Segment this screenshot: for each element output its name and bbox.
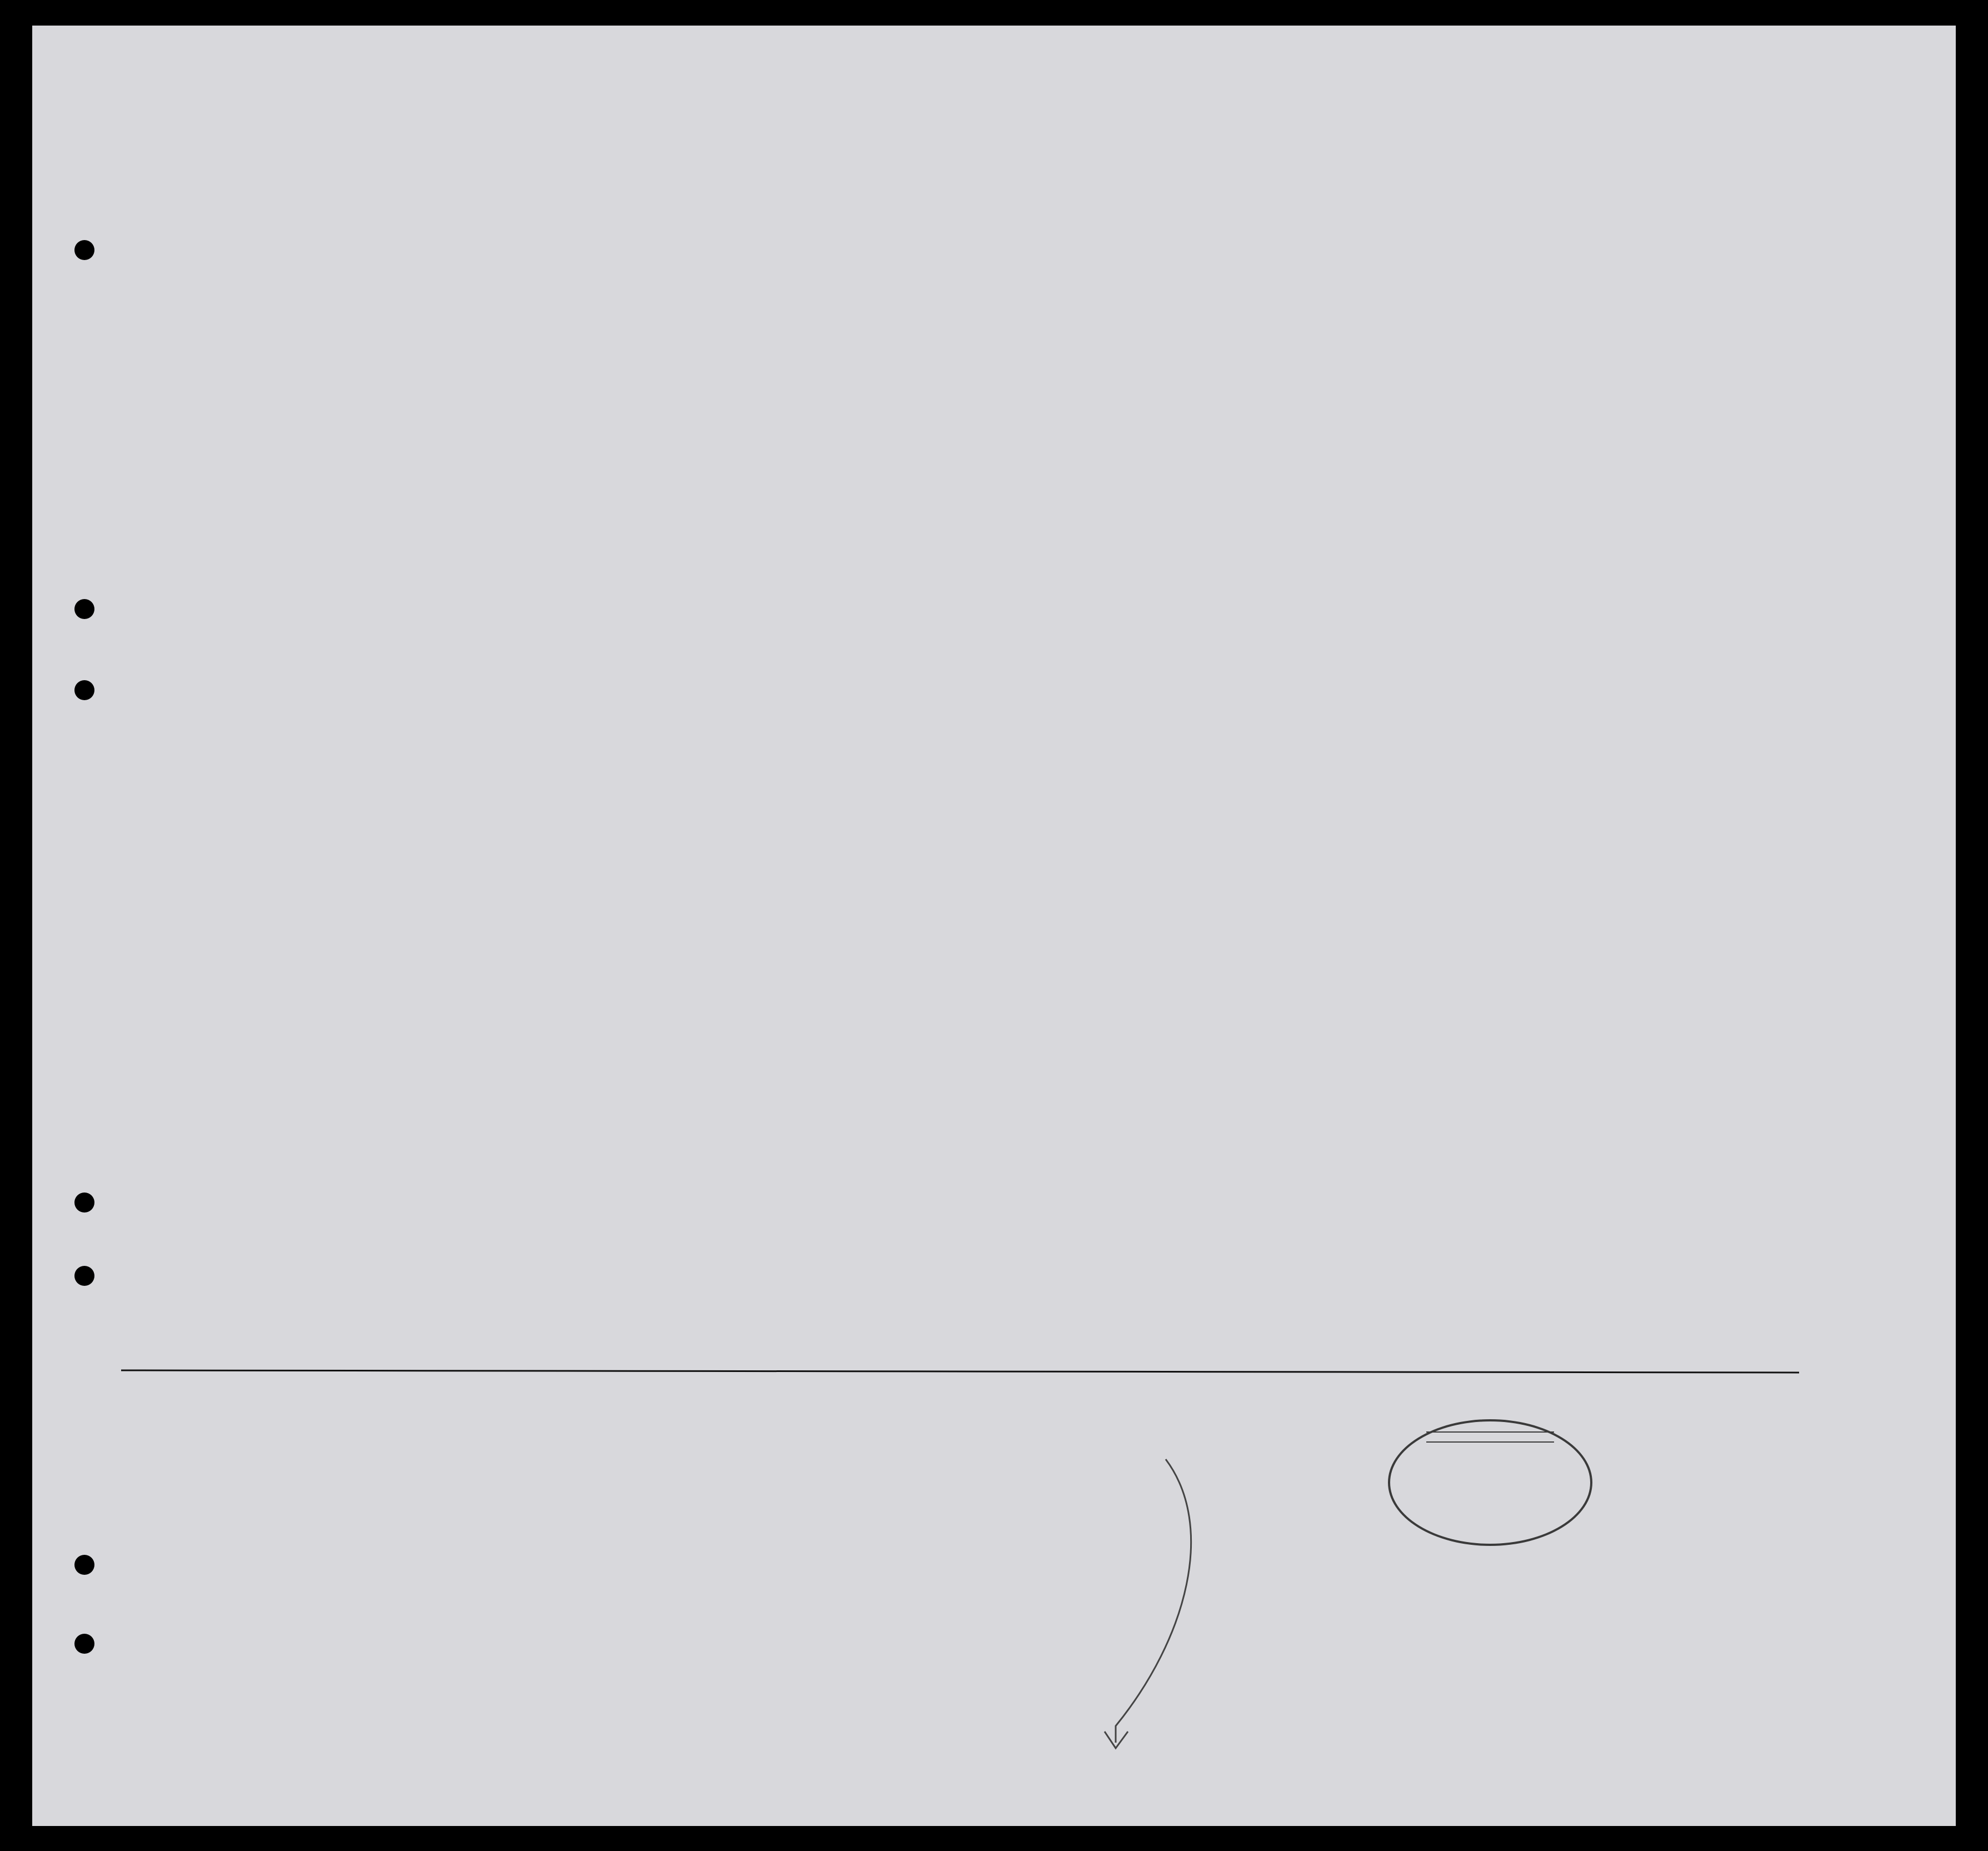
signature-arrow — [1116, 1459, 1191, 1743]
binder-hole — [74, 1266, 94, 1286]
binder-hole — [74, 240, 94, 260]
binder-hole — [74, 1634, 94, 1654]
strike-line — [121, 1370, 1799, 1373]
binder-hole — [74, 1555, 94, 1575]
ink-marks — [32, 26, 1956, 1826]
binder-hole — [74, 680, 94, 700]
binder-hole — [74, 1193, 94, 1213]
binder-hole — [74, 599, 94, 619]
manifest-sheet — [32, 26, 1956, 1826]
